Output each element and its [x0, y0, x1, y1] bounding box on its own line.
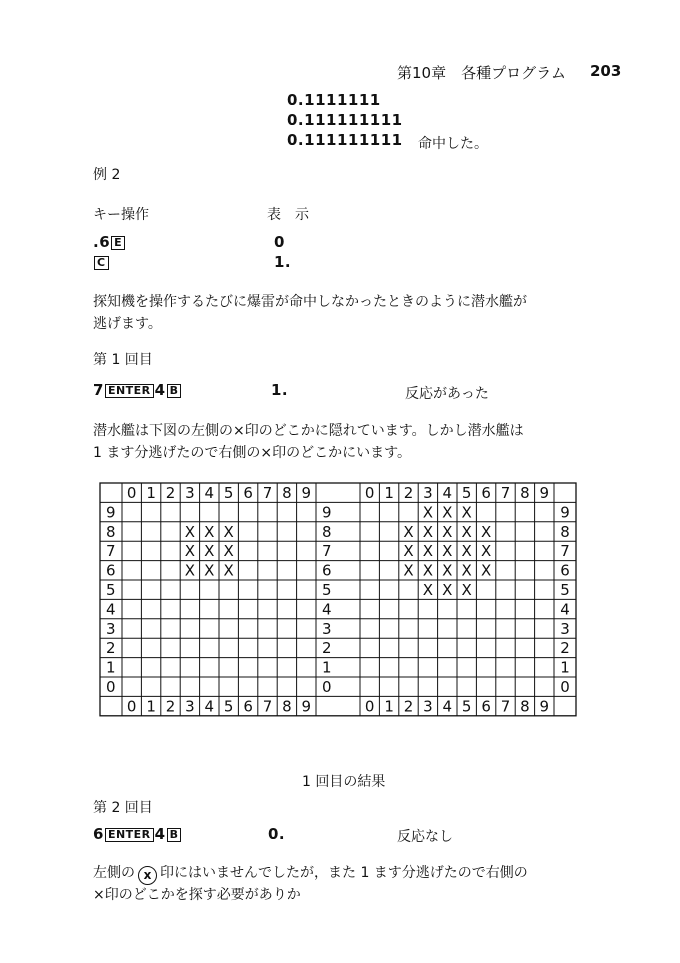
left-x-mark: X: [184, 522, 196, 541]
col-label-bottom-left: 9: [301, 697, 312, 716]
left-x-mark: X: [223, 522, 234, 541]
row-label-right: 6: [560, 561, 570, 580]
col-label-bottom-left: 7: [262, 697, 273, 716]
paragraph-3-line-1: [93, 862, 528, 885]
col-label-bottom-right: 6: [481, 697, 491, 716]
paragraph-2-line-1: 潜水艦は下図の左側の×印のどこかに隠れています。しかし潜水艦は: [93, 423, 524, 439]
round-1-result: 反応があった: [405, 386, 489, 402]
row-label-right: 7: [560, 542, 570, 561]
col-label-top-right: 5: [461, 484, 472, 502]
right-x-mark: X: [422, 581, 434, 599]
col-label-top-left: 5: [223, 484, 234, 502]
right-x-mark: X: [442, 542, 453, 561]
key-b: B: [167, 828, 182, 842]
col-label-bottom-left: 2: [165, 697, 176, 716]
left-x-mark: X: [223, 542, 234, 561]
hit-message: 命中した。: [418, 136, 488, 152]
col-label-bottom-right: 2: [403, 697, 414, 716]
col-label-top-left: 6: [243, 484, 253, 502]
row-label-right: 8: [560, 522, 570, 541]
col-label-top-right: 7: [500, 484, 511, 502]
row-label-middle: 4: [322, 600, 332, 619]
row-label-left: 3: [106, 619, 116, 638]
row-label-middle: 6: [322, 561, 332, 580]
right-x-mark: X: [461, 581, 472, 599]
row-label-left: 9: [106, 503, 116, 522]
left-x-mark: X: [204, 561, 215, 580]
round-2-result: 反応なし: [397, 829, 453, 845]
row-label-left: 8: [106, 522, 116, 541]
op-prefix: 6: [93, 825, 104, 843]
round-2-display: 0.: [268, 825, 286, 843]
row-label-left: 4: [106, 600, 116, 619]
right-x-mark: X: [403, 561, 414, 580]
row-label-left: 2: [106, 639, 116, 658]
grid-caption: 1 回目の結果: [302, 774, 386, 790]
row-label-right: 0: [560, 678, 570, 696]
op-suffix: 4: [154, 825, 166, 843]
row-label-right: 9: [560, 503, 570, 522]
right-x-mark: X: [480, 542, 492, 561]
circled-x-icon: x: [138, 866, 157, 885]
key-enter: ENTER: [105, 384, 154, 398]
round-1-display: 1.: [271, 381, 289, 399]
col-label-top-right: 9: [539, 484, 550, 502]
key-e: E: [111, 236, 125, 250]
chapter-title: 第10章 各種プログラム: [397, 64, 566, 82]
col-label-top-right: 6: [481, 484, 491, 502]
left-x-mark: X: [204, 522, 215, 541]
row-label-left: 1: [106, 658, 116, 677]
col-label-top-left: 3: [185, 484, 195, 502]
row-label-middle: 9: [322, 503, 332, 522]
row-label-right: 4: [560, 600, 570, 619]
col-label-bottom-left: 6: [243, 697, 253, 716]
paragraph-2-line-2: 1 ます分逃げたので右側の×印のどこかにいます。: [93, 445, 411, 461]
row-label-right: 3: [560, 619, 570, 638]
col-label-bottom-right: 9: [539, 697, 550, 716]
key-op-header: キー操作: [93, 207, 149, 223]
row-label-middle: 7: [322, 542, 332, 561]
right-x-mark: X: [422, 561, 434, 580]
row-label-left: 6: [106, 561, 116, 580]
op-suffix: 4: [154, 381, 166, 399]
col-label-bottom-left: 1: [146, 697, 156, 716]
col-label-top-left: 0: [126, 484, 137, 502]
col-label-top-left: 7: [262, 484, 273, 502]
right-x-mark: X: [461, 542, 472, 561]
col-label-top-left: 8: [282, 484, 292, 502]
col-label-top-right: 1: [384, 484, 394, 502]
col-label-top-left: 1: [146, 484, 156, 502]
right-x-mark: X: [461, 503, 472, 522]
right-x-mark: X: [403, 542, 414, 561]
col-label-bottom-right: 5: [461, 697, 472, 716]
key-c: C: [94, 256, 109, 270]
op-prefix: .6: [93, 233, 111, 251]
round-2-label: 第 2 回目: [93, 800, 153, 816]
row-label-left: 5: [106, 581, 116, 599]
col-label-top-right: 2: [403, 484, 414, 502]
col-label-bottom-right: 7: [500, 697, 511, 716]
left-x-mark: X: [184, 561, 196, 580]
round-2-op: [93, 825, 182, 843]
col-label-top-left: 4: [204, 484, 215, 502]
left-x-mark: X: [184, 542, 196, 561]
col-label-top-right: 4: [442, 484, 453, 502]
paragraph-1-line-2: 逃げます。: [93, 316, 162, 332]
right-x-mark: X: [480, 522, 492, 541]
right-x-mark: X: [461, 522, 472, 541]
op-prefix: 7: [93, 381, 104, 399]
col-label-bottom-left: 0: [126, 697, 137, 716]
paragraph-3-line-2: ×印のどこかを探す必要がありか: [93, 887, 301, 903]
right-x-mark: X: [442, 581, 453, 599]
col-label-top-right: 3: [423, 484, 433, 502]
row-label-right: 2: [560, 639, 570, 658]
row-label-left: 0: [106, 678, 116, 696]
left-x-mark: X: [223, 561, 234, 580]
example-label: 例 2: [93, 167, 121, 183]
col-label-bottom-left: 3: [185, 697, 195, 716]
col-label-bottom-right: 0: [364, 697, 375, 716]
right-x-mark: X: [480, 561, 492, 580]
op-row-2-display: 1.: [274, 253, 292, 271]
col-label-bottom-right: 1: [384, 697, 394, 716]
row-label-right: 1: [560, 658, 570, 677]
right-x-mark: X: [403, 522, 414, 541]
col-label-bottom-right: 8: [520, 697, 530, 716]
key-b: B: [167, 384, 182, 398]
col-label-bottom-right: 4: [442, 697, 453, 716]
right-x-mark: X: [422, 503, 434, 522]
right-x-mark: X: [461, 561, 472, 580]
paragraph-3-pre: 左側の: [93, 865, 135, 881]
col-label-bottom-left: 5: [223, 697, 234, 716]
key-enter: ENTER: [105, 828, 154, 842]
row-label-middle: 2: [322, 639, 332, 658]
paragraph-3-post: 印にはいませんでしたが，また 1 ます分逃げたので右側の: [160, 865, 528, 881]
page-number: 203: [590, 62, 622, 80]
col-label-bottom-right: 3: [423, 697, 433, 716]
right-x-mark: X: [422, 542, 434, 561]
row-label-middle: 8: [322, 522, 332, 541]
right-x-mark: X: [422, 522, 434, 541]
right-x-mark: X: [442, 522, 453, 541]
result-line-1: 0.1111111: [287, 91, 381, 109]
op-row-1-display: 0: [274, 233, 285, 251]
col-label-top-left: 2: [165, 484, 176, 502]
left-x-mark: X: [204, 542, 215, 561]
row-label-right: 5: [560, 581, 570, 599]
row-label-left: 7: [106, 542, 116, 561]
row-label-middle: 0: [322, 678, 332, 696]
display-header: 表 示: [267, 207, 309, 223]
col-label-top-left: 9: [301, 484, 312, 502]
row-label-middle: 3: [322, 619, 332, 638]
result-line-2: 0.111111111: [287, 111, 403, 129]
col-label-bottom-left: 4: [204, 697, 215, 716]
col-label-bottom-left: 8: [282, 697, 292, 716]
right-x-mark: X: [442, 561, 453, 580]
paragraph-1-line-1: 探知機を操作するたびに爆雷が命中しなかったときのように潜水艦が: [93, 294, 527, 310]
round-1-label: 第 1 回目: [93, 352, 153, 368]
result-line-3: 0.111111111: [287, 131, 403, 149]
col-label-top-right: 8: [520, 484, 530, 502]
col-label-top-right: 0: [364, 484, 375, 502]
right-x-mark: X: [442, 503, 453, 522]
row-label-middle: 5: [322, 581, 332, 599]
row-label-middle: 1: [322, 658, 332, 677]
